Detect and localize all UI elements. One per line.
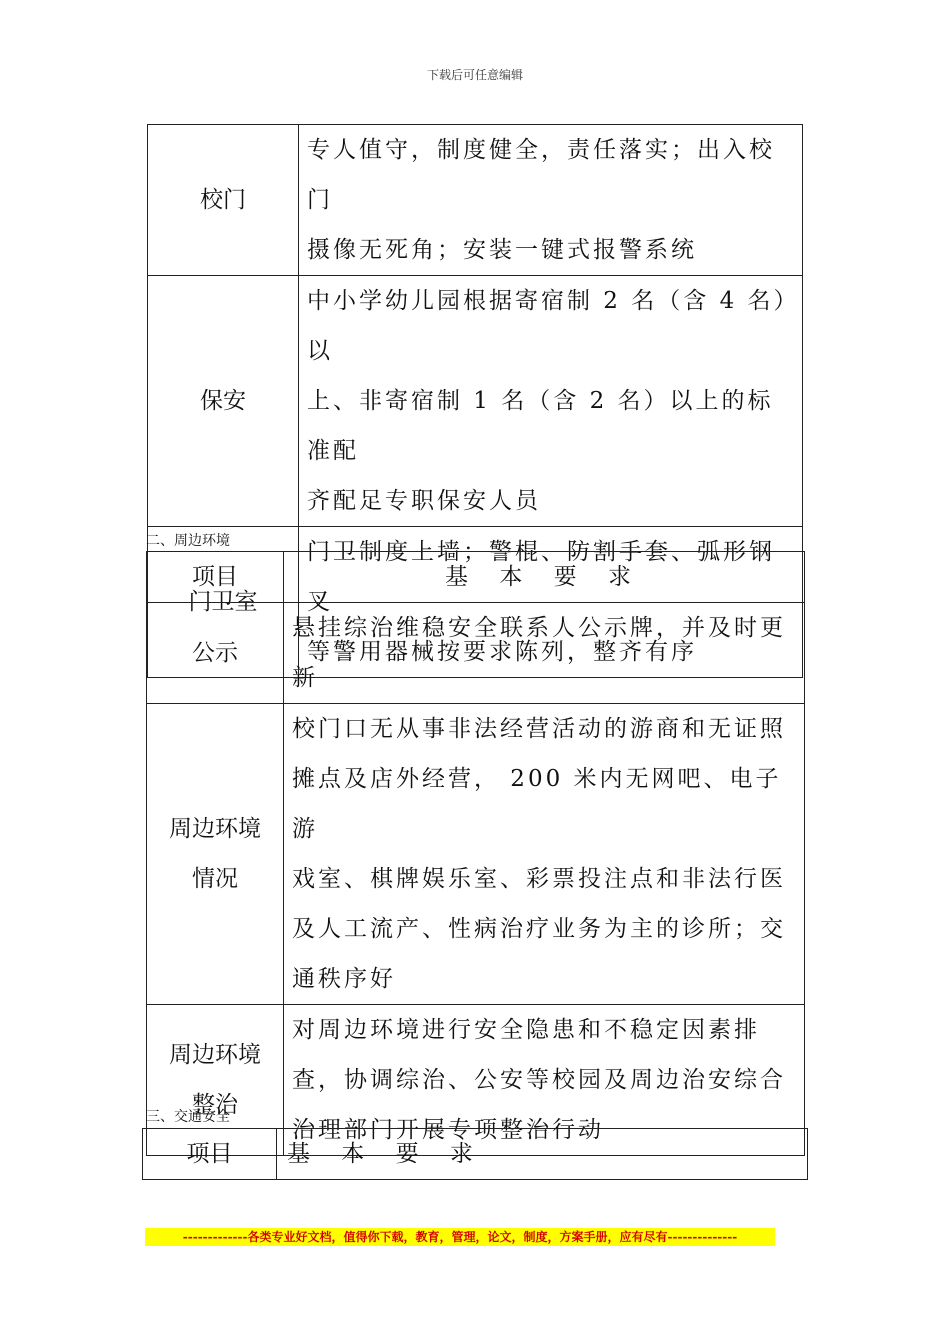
content-line: 校门口无从事非法经营活动的游商和无证照 bbox=[292, 716, 786, 742]
label-line: 整治 bbox=[192, 1092, 238, 1118]
page-header: 下载后可任意编辑 bbox=[426, 68, 523, 82]
content-line: 查，协调综治、公安等校园及周边治安综合 bbox=[292, 1067, 786, 1093]
column-header-item: 项目 bbox=[147, 552, 284, 603]
content-line: 专人值守，制度健全，责任落实；出入校门 bbox=[307, 137, 775, 213]
row-content bbox=[299, 125, 803, 276]
content-line: 通秩序好 bbox=[292, 966, 396, 992]
content-line: 对周边环境进行安全隐患和不稳定因素排 bbox=[292, 1017, 760, 1043]
content-line: 门卫制度上墙；警棍、防割手套、弧形钢叉 bbox=[307, 539, 775, 615]
content-line: 治理部门开展专项整治行动 bbox=[292, 1117, 604, 1143]
label-line: 周边环境 bbox=[169, 1042, 261, 1068]
row-label: 保安 bbox=[148, 276, 299, 527]
section-title-traffic: 三、交通安全 bbox=[146, 1109, 230, 1125]
table-header-row bbox=[147, 552, 805, 603]
content-line: 新 bbox=[292, 665, 318, 691]
label-line: 公示 bbox=[192, 640, 238, 666]
label-line: 情况 bbox=[192, 866, 238, 892]
row-label bbox=[147, 603, 284, 704]
content-line: 戏室、棋牌娱乐室、彩票投注点和非法行医 bbox=[292, 866, 786, 892]
table-row bbox=[148, 125, 803, 276]
safety-table-traffic bbox=[142, 1128, 808, 1180]
content-line: 齐配足专职保安人员 bbox=[307, 488, 541, 514]
row-content bbox=[284, 704, 805, 1005]
row-label: 校门 bbox=[148, 125, 299, 276]
safety-table-surroundings bbox=[146, 551, 805, 1156]
table-row bbox=[148, 276, 803, 527]
content-line: 上、非寄宿制 1 名（含 2 名）以上的标准配 bbox=[307, 388, 774, 464]
table-row bbox=[147, 704, 805, 1005]
table-header-row bbox=[143, 1129, 808, 1180]
column-header-requirements: 基 本 要 求 bbox=[284, 552, 805, 603]
footer-banner: -------------各类专业好文档，值得你下载，教育，管理，论文，制度，方案手册，应有尽有-------------- bbox=[145, 1228, 775, 1246]
label-line: 周边环境 bbox=[169, 816, 261, 842]
content-line: 中小学幼儿园根据寄宿制 2 名（含 4 名）以 bbox=[307, 288, 789, 364]
content-line: 及人工流产、性病治疗业务为主的诊所；交 bbox=[292, 916, 786, 942]
column-header-item: 项目 bbox=[143, 1129, 277, 1180]
row-content bbox=[284, 603, 805, 704]
column-header-requirements: 基 本 要 求 bbox=[277, 1129, 808, 1180]
content-line: 摊点及店外经营， 200 米内无网吧、电子游 bbox=[292, 766, 782, 842]
row-label: 门卫室 bbox=[148, 527, 299, 678]
content-line: 摄像无死角；安装一键式报警系统 bbox=[307, 237, 697, 263]
table-row bbox=[147, 603, 805, 704]
row-label bbox=[147, 704, 284, 1005]
row-content bbox=[299, 276, 803, 527]
content-line: 悬挂综治维稳安全联系人公示牌，并及时更 bbox=[292, 615, 786, 641]
section-title-surroundings: 二、周边环境 bbox=[146, 533, 230, 549]
content-line: 等警用器械按要求陈列，整齐有序 bbox=[307, 639, 697, 665]
